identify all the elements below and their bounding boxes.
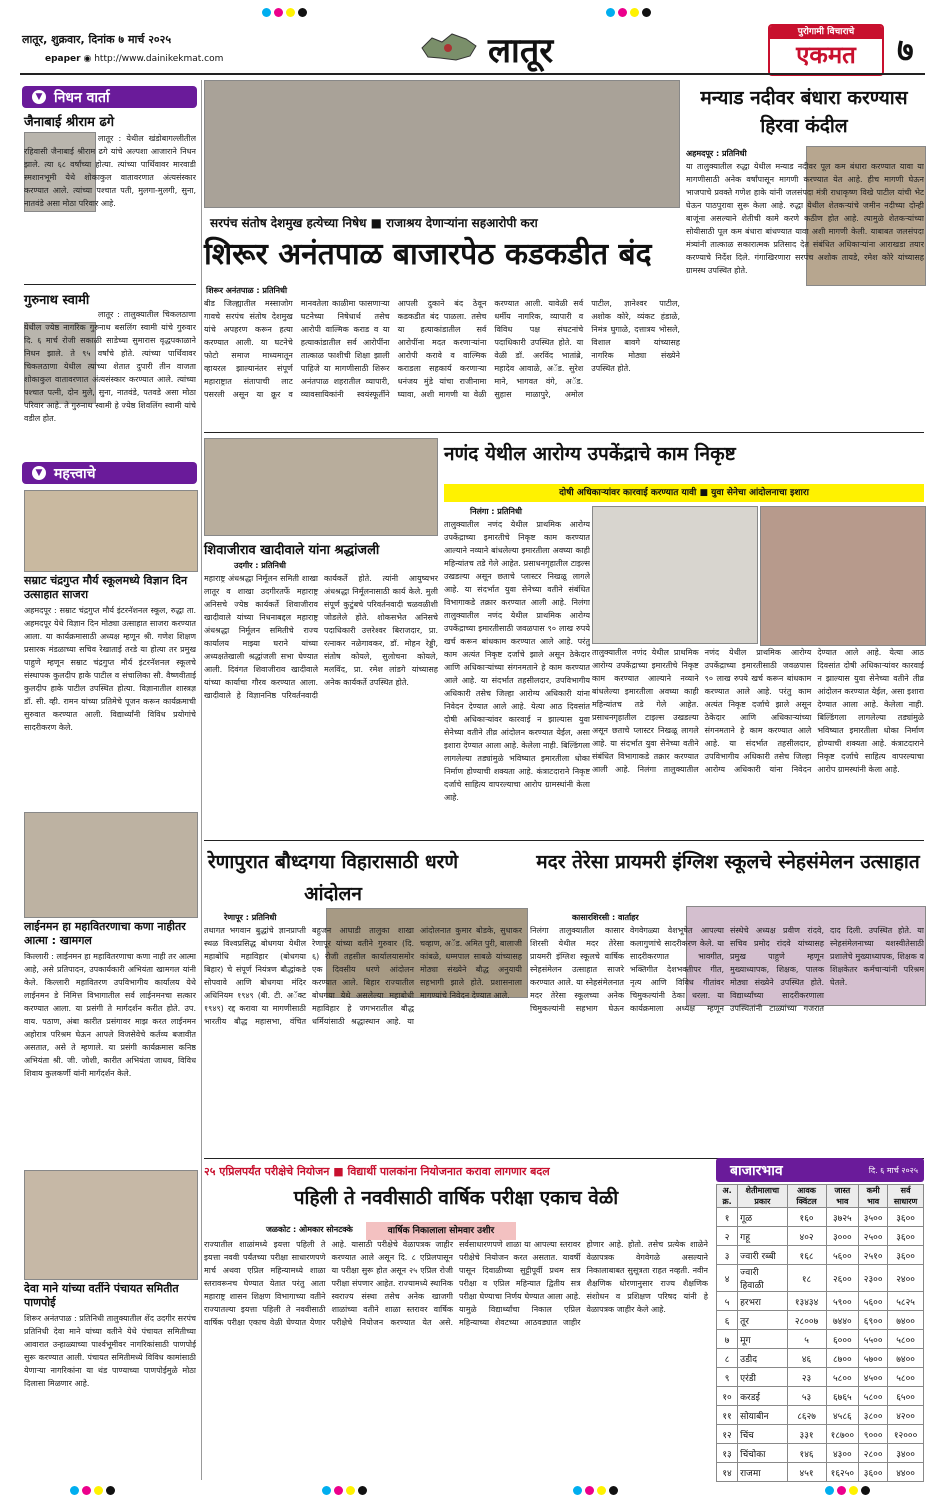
bandhara-text: या तालुक्यातील रुद्धा येथील मन्याड नदीवर पूल कम बंधारा करण्यात यावा या मागणीसाठी अनेक वर्षांपासून मागणी करण्यात येत आहे. हीच मागणी घेऊन भाजपाचे प्रवक्ते गणेश हाके यांनी जलसंपदा मंत्री राधाकृष्ण विखे पाटील यांची भेट घेऊन पाठपुरावा सुरू केला आहे. रुद्धा येथील शेतकऱ्यांचे जमीन नदीच्या दोन्ही बाजूंना असल्याने शेतीची कामे करणे कठीण होत आहे. त्यामुळे शेतकऱ्यांच्या सोयीसाठी पूल कम बंधारा बांधण्यात यावा अशी मागणी केली. याबाबत जलसंपदा मंत्र्यांनी तात्काळ सकारात्मक प्रतिसाद देत संबंधित अधिकाऱ्यांना आराखडा तयार करण्याचे निर्देश दिले. गंगाखिरणारा सरपंच अशोक तायडे, रमेश कोरे यांच्यासह ग्रामस्थ उपस्थित होते. [686, 162, 924, 275]
table-cell: ५८०० [826, 1368, 859, 1387]
table-cell: ५ [717, 1292, 738, 1311]
table-row [717, 1246, 924, 1265]
market-date: दि. ६ मार्च २०२५ [868, 1165, 918, 1175]
obit-2-text: लातूर : तालुक्यातील चिकलठाणा येथील ज्येष्ठ नागरिक गुरुनाथ बसलिंग स्वामी यांचे गुरुवार दि. ६ मार्च रोजी सकाळी साडेच्या सुमारास वृद्धपकाळाने निधन झाले. ते ९५ वर्षांचे होते. त्यांच्या पार्थिवावर चिकलठाणा येथील त्यांच्या शेतात दुपारी तीन वाजता शोकाकुल वातावरणात अंत्यसंस्कार करण्यात आले. त्यांच्या पश्चात पत्नी, दोन मुले, सुना, नातवंडे, पतवडे असा मोठा परिवार आहे. ते गुरुनाथ स्वामी हे ज्येष्ठ शिवलिंग स्वामी यांचे वडील होत. [24, 310, 196, 423]
table-cell: १३४३४ [787, 1292, 826, 1311]
chevron-down-icon: ▼ [32, 466, 46, 480]
masthead-rule [20, 73, 925, 75]
table-cell: ४०२ [787, 1227, 826, 1246]
table-cell: ६९०० [859, 1311, 888, 1330]
exam-text: राज्यातील शाळांमध्ये इयत्ता पहिली ते इयत्ता नववी पर्यंतच्या परीक्षा साधारणपणे मार्च अथवा एप्रिल महिन्यामध्ये शाळा स्तरावरूनच घेण्यात येतात परंतु आता महाराष्ट्र शासन शिक्षण विभागाच्या वतीने राज्यातल्या इयत्ता पहिली ते नववीसाठी वार्षिक परीक्षा एकाच वेळी घेण्यात येणार आहे. यासाठी परीक्षेचे वेळापत्रक जाहीर करण्यात आले असून दि. ८ एप्रिलपासून या परीक्षा सुरू होत असून २५ एप्रिल रोजी परीक्षा संपणार आहेत. राज्यामध्ये स्थानिक स्वराज्य संस्था तसेच अनेक खाजगी शाळांच्या वतीने शाळा स्तरावर वार्षिक परीक्षेचे नियोजन करण्यात येत असे. सर्वसाधारणपणे शाळा या आपल्या स्तरावर परीक्षेचे नियोजन करत असतात. यावर्षी पासून दिवाळीच्या सुट्टीपूर्वी प्रथम सत्र परीक्षा व एप्रिल महिन्यात द्वितीय सत्र परीक्षा घेण्याचा निर्णय घेण्यात आला आहे. यामुळे विद्यार्थ्यांचा निकाल एप्रिल महिन्याच्या शेवटच्या आठवड्यात जाहीर होणार आहे. होतो. तसेच प्रत्येक शाळेने वेळापत्रक वेगवेगळे असल्याने निकालाबाबत सुसूत्रता राहत नव्हती. नवीन शैक्षणिक धोरणानुसार राज्य शैक्षणिक संशोधन व प्रशिक्षण परिषद यांनी हे वेळापत्रक जाहीर केले आहे. [204, 1240, 708, 1327]
lead-headline: शिरूर अनंतपाळ बाजारपेठ कडकडीत बंद [204, 237, 652, 272]
table-cell: ८ [717, 1349, 738, 1368]
table-cell: ६५०० [888, 1387, 924, 1406]
table-cell: तूर [738, 1311, 787, 1330]
table-cell: ३८०० [859, 1406, 888, 1425]
table-cell: १४ [717, 1463, 738, 1482]
table-cell: ४६ [787, 1349, 826, 1368]
table-cell: १८ [787, 1265, 826, 1292]
table-cell: ६७६५ [826, 1387, 859, 1406]
city-title: लातूर [488, 31, 554, 71]
table-row [717, 1265, 924, 1292]
epaper-label: epaper [45, 54, 81, 64]
table-cell: ४५१ [787, 1463, 826, 1482]
table-cell: १६२५० [826, 1463, 859, 1482]
health-headline: नणंद येथील आरोग्य उपकेंद्राचे काम निकृष्ट [444, 443, 736, 465]
exam-subhead: वार्षिक निकालाला सोमवार उशीर [366, 1222, 516, 1240]
column-divider [201, 80, 202, 1480]
table-cell: ७४०० [888, 1349, 924, 1368]
table-cell: ५७०० [859, 1349, 888, 1368]
table-cell: ३००० [826, 1227, 859, 1246]
lineman-title: लाईनमन हा महावितरणाचा कणा नाहीतर आत्मा : खामगल [24, 920, 186, 947]
table-cell: २६०० [826, 1265, 859, 1292]
table-cell: २३ [787, 1368, 826, 1387]
lead-byline: शिरूर अनंतपाळ : प्रतिनिधी [206, 286, 288, 295]
table-cell: ४४०० [888, 1463, 924, 1482]
table-cell: करडई [738, 1387, 787, 1406]
dharna-headline: रेणापुरात बौध्दगया विहारासाठी धरणे आंदोलन [207, 851, 459, 905]
damaged-ceiling-photo [760, 506, 926, 646]
table-cell: ४५८६ [826, 1406, 859, 1425]
table-row [717, 1292, 924, 1311]
table-cell: ११ [717, 1406, 738, 1425]
section-title-obituaries: निधन वार्ता [54, 89, 110, 106]
divider [204, 840, 924, 841]
table-cell: ३६०० [859, 1463, 888, 1482]
table-row [717, 1444, 924, 1463]
market-column-header: सर्व साधारण [888, 1185, 924, 1208]
brand-box [768, 24, 884, 76]
table-cell: ९००० [859, 1425, 888, 1444]
table-row [717, 1208, 924, 1227]
market-column-header: आवक क्विंटल [787, 1185, 826, 1208]
table-cell: एरंडी [738, 1368, 787, 1387]
table-cell: ५८०० [859, 1387, 888, 1406]
table-cell: २८०० [859, 1444, 888, 1463]
cracked-wall-photo [592, 506, 758, 644]
table-cell: गूळ [738, 1208, 787, 1227]
table-cell: २ [717, 1227, 738, 1246]
table-row [717, 1227, 924, 1246]
table-cell: ५५०० [859, 1330, 888, 1349]
tribute-byline: उदगीर : प्रतिनिधी [234, 561, 286, 570]
epaper-line [45, 54, 223, 64]
table-cell: ५ [787, 1330, 826, 1349]
table-cell: ५८०० [888, 1368, 924, 1387]
table-cell: ३७२५ [826, 1208, 859, 1227]
table-cell: २४०० [888, 1265, 924, 1292]
table-cell: राजमा [738, 1463, 787, 1482]
table-row [717, 1463, 924, 1482]
chevron-down-icon: ▼ [32, 90, 46, 104]
section-title-important: महत्त्वाचे [54, 465, 96, 482]
color-dots-top-right [606, 8, 651, 17]
science-day-title: सम्राट चंद्रगुप्त मौर्य स्कूलमध्ये विज्ञान दिन उत्साहात साजरा [24, 574, 188, 601]
market-title: बाजारभाव [730, 1162, 783, 1179]
market-table-wrap [716, 1184, 924, 1482]
lead-text: बीड जिल्ह्यातील मस्साजोग गावचे सरपंच संतोष देशमुख यांचे अपहरण करून हत्या करण्यात आली. या घटनेचे फोटो समाज माध्यमातून व्हायरल झाल्यानंतर संपूर्ण महाराष्ट्रात संतापाची लाट पसरली असून या क्रूर व मानवतेला काळीमा फासणाऱ्या घटनेच्या निषेधार्थ तसेच आरोपी वाल्मिक कराड व या हत्याकांडातील सर्व आरोपींना तात्काळ फाशीची शिक्षा झाली पाहिजे या मागणीसाठी शिरूर अनंतपाळ शहरातील व्यापारी, व्यावसायिकांनी स्वयंस्फूर्तीने आपली दुकाने बंद ठेवून कडकडीत बंद पाळला. तसेच या हत्याकांडातील सर्व आरोपींना मदत करणाऱ्यांना आरोपी करावे व वाल्मिक कराडला सहकार्य करणाऱ्या धनंजय मुंडे यांचा राजीनामा घ्यावा, अशी मागणी या वेळी करण्यात आली. यावेळी सर्व धर्मीय नागरिक, व्यापारी व विविध पक्ष संघटनांचे पदाधिकारी उपस्थित होते. या वेळी डॉ. अरविंद भातांब्रे, महादेव आवाळे, अॅड. सुरेश माने, भागवत वंगे, अॅड. सुहास माळापुरे, अमोल पाटील, ज्ञानेश्वर पाटील, अशोक कोरे, व्यंकट हंडाळे, निमंत्र घुगाळे, दत्तात्रय भोसले, विशाल बावगे यांच्यासह नागरिक मोठ्या संख्येने उपस्थित होते. [204, 299, 680, 399]
water-booth-title: देवा माने यांच्या वर्तीने पंचायत समितीत पाणपोई [24, 1282, 179, 1309]
table-cell: मूग [738, 1330, 787, 1349]
table-cell: ५६०० [826, 1246, 859, 1265]
market-column-header: अ. क्र. [717, 1185, 738, 1208]
masthead-map-icon [418, 30, 480, 64]
health-byline: निलंगा : प्रतिनिधी [470, 507, 522, 516]
lineman-photo [24, 812, 198, 918]
globe-icon: ◉ [83, 54, 92, 64]
table-cell: ७४०० [888, 1311, 924, 1330]
school-byline: कासारशिरसी : वार्ताहर [572, 913, 639, 922]
table-cell: ३३१ [787, 1425, 826, 1444]
table-cell: २५०० [859, 1227, 888, 1246]
table-cell: ४२०० [888, 1406, 924, 1425]
dharna-byline: रेणापूर : प्रतिनिधी [224, 913, 277, 922]
page-number: ७ [897, 31, 914, 69]
table-cell: ४३०० [826, 1444, 859, 1463]
tribute-headline: शिवाजीराव खादीवाले यांना श्रद्धांजली [204, 543, 380, 558]
brand-name: एकमत [796, 41, 856, 69]
table-cell: ४ [717, 1265, 738, 1292]
table-cell: ८६२७ [787, 1406, 826, 1425]
table-cell: ८७०० [826, 1349, 859, 1368]
table-row [717, 1330, 924, 1349]
table-cell: ४५०० [859, 1368, 888, 1387]
table-cell: ६ [717, 1311, 738, 1330]
table-cell: १३ [717, 1444, 738, 1463]
obit-2-name: गुरुनाथ स्वामी [24, 293, 90, 308]
health-text-cont [592, 646, 924, 830]
table-row [717, 1368, 924, 1387]
table-cell: ७ [717, 1330, 738, 1349]
table-cell: ९ [717, 1368, 738, 1387]
water-booth-text: शिरूर अनंतपाळ : प्रतिनिधी तालुक्यातील शेंद उदगीर सरपंच प्रतिनिधी देवा माने यांच्या वतीने येथे पंचायत समितीच्या आवारात उन्हाळ्याच्या पार्श्वभूमीवर नागरिकांसाठी पाणपोई सुरू करण्यात आली. पंचायत समितीमध्ये विविध कामांसाठी येणाऱ्या नागरिकांना या थंड पाण्याच्या पाणपोईमुळे मोठा दिलासा मिळणार आहे. [24, 1314, 196, 1388]
closed-market-photo [204, 80, 680, 208]
tribute-text: महाराष्ट्र अंधश्रद्धा निर्मूलन समिती शाखा लातूर व शाखा उदगीरतर्फे महाराष्ट्र अनिसचे ज्येष्ठ कार्यकर्ते शिवाजीराव खादीवाले यांच्या निधनाबद्दल महाराष्ट्र अंधश्रद्धा निर्मूलन समितीचे राज्य कार्यालय माझ्या घराने यांच्या अध्यक्षतेखाली श्रद्धांजली सभा घेण्यात आली. दिवंगत शिवाजीराव खादीवाले यांच्या कार्याचा गौरव करण्यात आला. खादीवाले हे विज्ञाननिष्ठ परिवर्तनवादी कार्यकर्ते होते. त्यांनी आयुष्यभर अंधश्रद्धा निर्मूलनासाठी कार्य केले. मुली संपूर्ण कुटुंबचे परिवर्तनवादी चळवळीशी जोडलेले होते. शोकसभेत अनिसचे पदाधिकारी उत्तरेश्वर बिराजदार, प्रा. रत्नाकर नळेगावकर, डॉ. मोहन रेड्डी, संतोष कोयले, सुलोचना कोयले, मलविंद, प्रा. रमेश लांडगे यांच्यासह अनेक कार्यकर्ते उपस्थित होते. [204, 574, 438, 700]
table-cell: १४६ [787, 1444, 826, 1463]
science-day-text: अहमदपूर : सम्राट चंद्रगुप्त मौर्य इंटरनॅशनल स्कूल, रुद्धा ता. अहमदपूर येथे विज्ञान दिन मोठ्या उत्साहात साजरा करण्यात आला. या कार्यक्रमासाठी अध्यक्ष म्हणून श्री. गणेश शिक्षण प्रसारक मंडळाच्या सचिव रेखाताई तरडे या होत्या तर प्रमुख पाहुणे म्हणून सम्राट चंद्रगुप्त मौर्य इंटरनॅशनल स्कूलचे संस्थापक कुलदीप हाके पाटील व संचालिका सौ. वैष्णवीताई कुलदीप हाके पाटील उपस्थित होत्या. विज्ञानातील शास्त्रज्ञ डॉ. सी. व्ही. रामन यांच्या प्रतिमेचे पूजन करून कार्यक्रमाची सुरुवात करण्यात आली. विद्यार्थ्यांनी विविध प्रयोगांचे सादरीकरण केले. [24, 606, 196, 732]
table-cell: ज्वारी रब्बी [738, 1246, 787, 1265]
table-cell: ३ [717, 1246, 738, 1265]
table-cell: गहू [738, 1227, 787, 1246]
table-row [717, 1425, 924, 1444]
exam-headline: पहिली ते नववीसाठी वार्षिक परीक्षा एकाच वेळी [293, 1187, 619, 1209]
dharna-text: तथागत भगवान बुद्धांचे ज्ञानप्राप्ती स्थळ विश्वप्रसिद्ध बोधगया येथील महाबोधि महाविहार (बोधगया बिहार) चे संपूर्ण नियंत्रण बौद्धांकडे सोपवावे आणि बोधगया मंदिर अधिनियम १९४९ (बी. टी. अॅक्ट १९४९) रद्द करावा या मागणीसाठी भारतीय बौद्ध महासभा, वंचित बहुजन आघाडी तालुका शाखा रेणापूर यांच्या वतीने गुरुवार (दि. ६) रोजी तहसील कार्यालयासमोर एक दिवसीय धरणे आंदोलन करण्यात आले. बिहार राज्यातील बोधगया येथे असलेल्या महाबोधी महाविहार हे जगभरातील बौद्ध धर्मियांसाठी श्रद्धास्थान आहे. या आंदोलनात कुमार बोडके, सुधाकर चव्हाण, अॅड. अमित पुरी, बालाजी कांबळे, धम्मपाल साबळे यांच्यासह मोठ्या संख्येने बौद्ध अनुयायी सहभागी झाले होते. प्रशासनाला मागण्यांचे निवेदन देण्यात आले. [204, 926, 522, 1026]
table-cell: ३६०० [888, 1208, 924, 1227]
table-cell: १० [717, 1387, 738, 1406]
table-cell: ५८२५ [888, 1292, 924, 1311]
table-row [717, 1349, 924, 1368]
section-tag-important [22, 462, 197, 484]
table-cell: २३०० [859, 1265, 888, 1292]
market-column-header: जास्त भाव [826, 1185, 859, 1208]
table-cell: २५१० [859, 1246, 888, 1265]
table-cell: १८७०० [826, 1425, 859, 1444]
market-column-header: कमी भाव [859, 1185, 888, 1208]
table-cell: चिंचोका [738, 1444, 787, 1463]
table-cell: उडीद [738, 1349, 787, 1368]
table-cell: ५३ [787, 1387, 826, 1406]
market-column-header: शेतीमालाचा प्रकार [738, 1185, 787, 1208]
tribute-photo [204, 438, 438, 536]
section-tag-obituaries [22, 86, 197, 108]
table-cell: ३६०० [888, 1246, 924, 1265]
table-cell: ७४४० [826, 1311, 859, 1330]
obit-1-text: लातूर : येथील खंडोबागल्लीतील रहिवासी जैनाबाई श्रीराम ढगे यांचे अल्पशा आजाराने निधन झाले. त्या ६८ वर्षांच्या होत्या. त्यांच्या पार्थिवावर मारवाडी स्मशानभूमी येथे शोकाकुल वातावरणात अंत्यसंस्कार करण्यात आले. त्यांच्या पश्चात पती, मुलगा-मुलगी, सुना, नातवंडे असा मोठा परिवार आहे. [24, 134, 196, 208]
table-cell: ५८०० [888, 1330, 924, 1349]
table-cell: ५६०० [859, 1292, 888, 1311]
market-table [716, 1184, 924, 1482]
school-text: निलंगा तालुक्यातील कासार शिरसी येथील मदर तेरेसा प्रायमरी इंग्लिश स्कूलचे वार्षिक स्नेहसंमेलन उत्साहात साजरे करण्यात आले. या स्नेहसंमेलनात मदर तेरेसा स्कूलच्या अनेक चिमुकल्यांनी सहभाग घेऊन वेगवेगळ्या वेशभूषेत आपल्या कलागुणांचे सादरीकरण केले. या सादरीकरणात भावगीत, भक्तिगीत देशभक्तीपर गीत, नृत्य आणि विविध गीतांवर चिमुकल्यांनी ठेका धरला. या कार्यक्रमाला अध्यक्ष म्हणून संस्थेचे अध्यक्ष प्रवीण रांदवे, सचिव प्रमोद रांदवे यांच्यासह प्रमुख पाहुणे म्हणून मुख्याध्यापक, शिक्षक, पालक मोठ्या संख्येने उपस्थित होते. विद्यार्थ्यांच्या सादरीकरणाला उपस्थितांनी टाळ्यांच्या गजरात दाद दिली. उपस्थित होते. या स्नेहसंमेलनाच्या यशस्वीतेसाठी प्रशालेचे मुख्याध्यापक, शिक्षक व शिक्षकेतर कर्मचाऱ्यांनी परिश्रम घेतले. [530, 926, 924, 1013]
exam-kicker: २५ एप्रिलपर्यंत परीक्षेचे नियोजन ■ विद्यार्थी पालकांना नियोजनात करावा लागणार बदल [204, 1165, 550, 1178]
science-day-photo [24, 490, 198, 572]
table-cell: ज्वारी हिवाळी [738, 1265, 787, 1292]
exam-byline: जळकोट : ओमकार सोनटक्के [266, 1225, 353, 1234]
table-cell: २८००७ [787, 1311, 826, 1330]
bandhara-byline: अहमदपूर : प्रतिनिधी [686, 149, 747, 158]
divider [204, 432, 924, 433]
divider [24, 284, 196, 285]
school-headline: मदर तेरेसा प्रायमरी इंग्लिश स्कूलचे स्नेहसंमेलन उत्साहात [536, 851, 920, 873]
table-row [717, 1406, 924, 1425]
market-header [716, 1158, 924, 1182]
water-booth-photo [24, 1170, 198, 1280]
health-subhead: दोषी अधिकाऱ्यांवर कारवाई करण्यात यावी ■ युवा सेनेचा आंदोलनाचा इशारा [444, 484, 924, 502]
footer-color-bar [70, 1486, 870, 1495]
table-cell: ३४०० [888, 1444, 924, 1463]
table-cell: ३५०० [859, 1208, 888, 1227]
color-dots-top-left [262, 8, 307, 17]
table-cell: हरभरा [738, 1292, 787, 1311]
table-cell: १६० [787, 1208, 826, 1227]
table-cell: ६००० [826, 1330, 859, 1349]
table-cell: १ [717, 1208, 738, 1227]
dateline: लातूर, शुक्रवार, दिनांक ७ मार्च २०२५ [22, 33, 172, 46]
table-cell: १६८ [787, 1246, 826, 1265]
table-row [717, 1311, 924, 1330]
table-cell: १२ [717, 1425, 738, 1444]
obit-1-name: जैनाबाई श्रीराम ढगे [24, 115, 115, 130]
lead-kicker: सरपंच संतोष देशमुख हत्येच्या निषेध ■ राजाश्रय देणाऱ्यांना सहआरोपी करा [210, 216, 538, 230]
table-cell: ३६०० [888, 1227, 924, 1246]
table-row [717, 1387, 924, 1406]
table-cell: सोयाबीन [738, 1406, 787, 1425]
table-cell: चिंच [738, 1425, 787, 1444]
lineman-text: किल्लारी : लाईनमन हा महावितरणाचा कणा नाही तर आत्मा आहे, असे प्रतिपादन, उपकार्यकारी अभियंता खामगल यांनी केले. किल्लारी महावितरण उपविभागीय कार्यालय येथे लाईनमन डे निमित्त विभागातील सर्व लाईनमनचा सत्कार करण्यात आला. या प्रसंगी ते मार्गदर्शन करीत होते. उप. वाय. पठाण, अंबा कारीत प्रसंगावर माझ करत लाईनमन अहोरात्र परिश्रम घेऊन आपले विजसेवेचे कर्तव्य बजावीत असतात, असे ते म्हणाले. या प्रसंगी कार्यक्रमास कनिष्ठ अभियंता श्री. जी. जोशी, कारीत अभियंता जाधव, विविध शिवाय कुलकर्णी यांनी मार्गदर्शन केले. [24, 952, 196, 1078]
table-cell: ५९०० [826, 1292, 859, 1311]
bandhara-headline: मन्याड नदीवर बंधारा करण्यास हिरवा कंदील [700, 87, 908, 137]
table-cell: १२००० [888, 1425, 924, 1444]
health-text: तालुक्यातील नणंद येथील प्राथमिक आरोग्य उपकेंद्राच्या इमारतीचे निकृष्ट काम करण्यात आल्याने नव्याने बांधलेल्या इमारतीला अवघ्या काही महिन्यांतच तडे गेले आहेत. प्रसाधनगृहातील टाइल्स उखडल्या असून छताचे प्लास्टर निखळू लागले आहे. या संदर्भात युवा सेनेच्या वतीने संबंधित विभागाकडे तक्रार करण्यात आली आहे. निलंगा तालुक्यातील नणंद येथील प्राथमिक आरोग्य उपकेंद्राच्या इमारतीसाठी जवळपास ९० लाख रुपये खर्च करून बांधकाम करण्यात आले आहे. परंतु काम अत्यंत निकृष्ट दर्जाचे झाले असून ठेकेदार आणि अधिकाऱ्यांच्या संगनमताने हे काम करण्यात आले आहे. या संदर्भात तहसीलदार, उपविभागीय अधिकारी तसेच जिल्हा आरोग्य अधिकारी यांना निवेदन देण्यात आले आहे. येत्या आठ दिवसांत दोषी अधिकाऱ्यांवर कारवाई न झाल्यास युवा सेनेच्या वतीने तीव्र आंदोलन करण्यात येईल, असा इशारा देण्यात आला आहे. केलेला नाही. बिल्डिंगला लागलेल्या तड्यांमुळे भविष्यात इमारतीला धोका निर्माण होण्याची शक्यता आहे. कंत्राटदाराने निकृष्ट दर्जाचे साहित्य वापरल्याचा आरोप ग्रामस्थांनी केला आहे. [444, 520, 590, 802]
health-text-continued: तालुक्यातील नणंद येथील प्राथमिक आरोग्य उपकेंद्राच्या इमारतीचे निकृष्ट काम करण्यात आल्याने नव्याने बांधलेल्या इमारतीला अवघ्या काही महिन्यांतच तडे गेले आहेत. प्रसाधनगृहातील टाइल्स उखडल्या असून छताचे प्लास्टर निखळू लागले आहे. या संदर्भात युवा सेनेच्या वतीने संबंधित विभागाकडे तक्रार करण्यात आली आहे. निलंगा तालुक्यातील नणंद येथील प्राथमिक आरोग्य उपकेंद्राच्या इमारतीसाठी जवळपास ९० लाख रुपये खर्च करून बांधकाम करण्यात आले आहे. परंतु काम अत्यंत निकृष्ट दर्जाचे झाले असून ठेकेदार आणि अधिकाऱ्यांच्या संगनमताने हे काम करण्यात आले आहे. या संदर्भात तहसीलदार, उपविभागीय अधिकारी तसेच जिल्हा आरोग्य अधिकारी यांना निवेदन देण्यात आले आहे. येत्या आठ दिवसांत दोषी अधिकाऱ्यांवर कारवाई न झाल्यास युवा सेनेच्या वतीने तीव्र आंदोलन करण्यात येईल, असा इशारा देण्यात आला आहे. केलेला नाही. बिल्डिंगला लागलेल्या तड्यांमुळे भविष्यात इमारतीला धोका निर्माण होण्याची शक्यता आहे. कंत्राटदाराने निकृष्ट दर्जाचे साहित्य वापरल्याचा आरोप ग्रामस्थांनी केला आहे. [592, 648, 924, 774]
epaper-url[interactable]: http://www.dainikekmat.com [94, 54, 224, 64]
brand-tagline: पुरोगामी विचाराचे [770, 26, 882, 39]
